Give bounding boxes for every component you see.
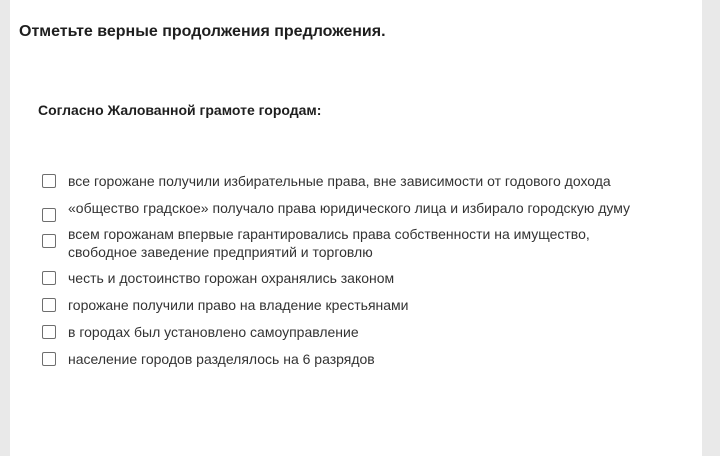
checkbox-unchecked-icon[interactable] bbox=[42, 208, 56, 222]
answer-option-label[interactable]: все горожане получили избирательные права, вне зависимости от годового дохода bbox=[68, 173, 611, 189]
answer-option-5[interactable] bbox=[42, 296, 662, 314]
question-subtitle: Согласно Жалованной грамоте городам: bbox=[38, 102, 322, 118]
checkbox-unchecked-icon[interactable] bbox=[42, 234, 56, 248]
answer-option-label[interactable]: население городов разделялось на 6 разрядов bbox=[68, 351, 375, 367]
question-title: Отметьте верные продолжения предложения. bbox=[19, 23, 386, 40]
answer-option-4[interactable] bbox=[42, 269, 662, 287]
checkbox-unchecked-icon[interactable] bbox=[42, 298, 56, 312]
answer-option-3[interactable] bbox=[42, 225, 662, 261]
checkbox-unchecked-icon[interactable] bbox=[42, 174, 56, 188]
answer-option-label[interactable]: честь и достоинство горожан охранялись законом bbox=[68, 270, 395, 286]
answer-option-label[interactable]: горожане получили право на владение крестьянами bbox=[68, 297, 409, 313]
question-card bbox=[10, 0, 702, 456]
checkbox-unchecked-icon[interactable] bbox=[42, 271, 56, 285]
answer-option-label[interactable]: всем горожанам впервые гарантировались права собственности на имущество, свободное заведение предприятий и торговлю bbox=[68, 226, 590, 260]
answer-option-label[interactable]: в городах был установлено самоуправление bbox=[68, 324, 359, 340]
answer-option-6[interactable] bbox=[42, 323, 662, 341]
checkbox-unchecked-icon[interactable] bbox=[42, 352, 56, 366]
answer-option-2[interactable] bbox=[42, 199, 662, 217]
answer-options-list bbox=[42, 172, 662, 377]
answer-option-label[interactable]: «общество градское» получало права юридического лица и избирало городскую думу bbox=[68, 200, 630, 216]
answer-option-7[interactable] bbox=[42, 350, 662, 368]
answer-option-1[interactable] bbox=[42, 172, 662, 190]
checkbox-unchecked-icon[interactable] bbox=[42, 325, 56, 339]
